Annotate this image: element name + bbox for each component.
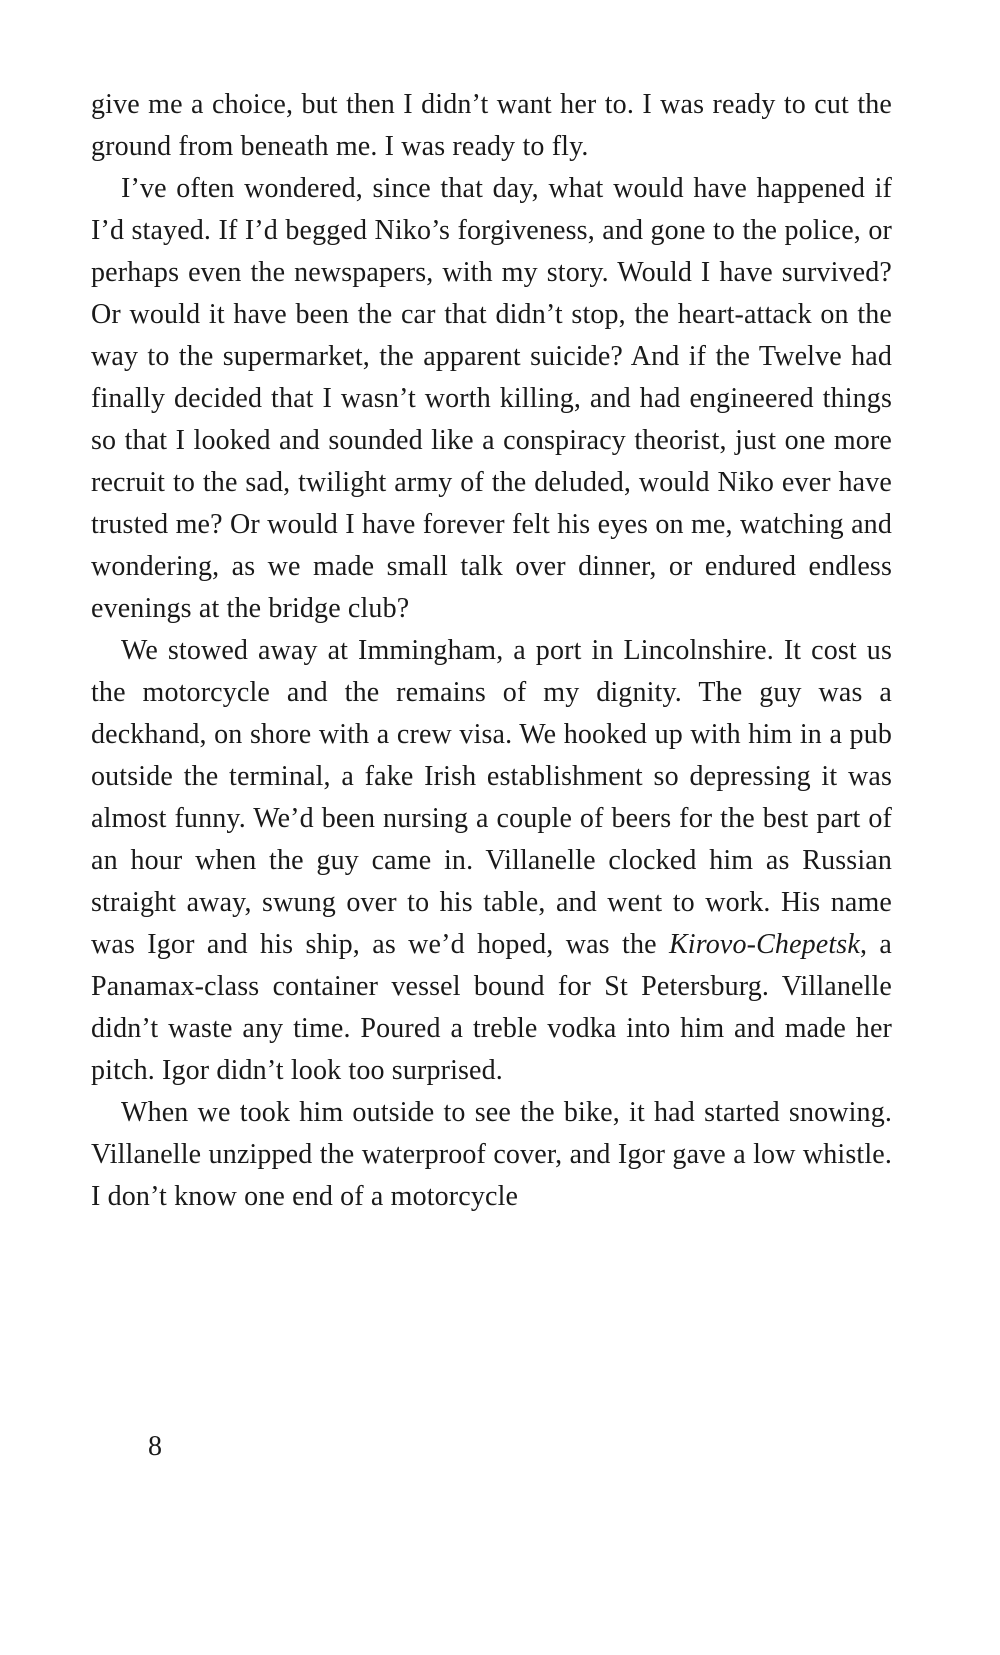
paragraph-wondered <box>91 168 892 630</box>
paragraph-snowing <box>91 1092 892 1218</box>
body-text <box>91 84 892 1218</box>
paragraph-continuation <box>91 84 892 168</box>
text-segment: I’ve often wondered, since that day, what would have happened if I’d stayed. If I’d begged Niko’s forgiveness, and gone to the police, or perhaps even the newspapers, with my story. Would I have survived? Or would it have been the car that didn’t stop, the heart-attack on the way to the supermarket, the apparent suicide? And if the Twelve had finally decided that I wasn’t worth killing, and had engineered things so that I looked and sounded like a conspiracy theorist, just one more recruit to the sad, twilight army of the deluded, would Niko ever have trusted me? Or would I have forever felt his eyes on me, watching and wondering, as we made small talk over dinner, or endured endless evenings at the bridge club? <box>91 173 892 624</box>
paragraph-stowed-away <box>91 630 892 1092</box>
text-segment: give me a choice, but then I didn’t want her to. I was ready to cut the ground from beneath me. I was ready to fly. <box>91 89 892 162</box>
text-segment: We stowed away at Immingham, a port in Lincolnshire. It cost us the motorcycle and the remains of my dignity. The guy was a deckhand, on shore with a crew visa. We hooked up with him in a pub outside the terminal, a fake Irish establishment so depressing it was almost funny. We’d been nursing a couple of beers for the best part of an hour when the guy came in. Villanelle clocked him as Russian straight away, swung over to his table, and went to work. His name was Igor and his ship, as we’d hoped, was the <box>91 635 892 960</box>
page-number: 8 <box>148 1431 162 1462</box>
ship-name: Kirovo-Chepetsk <box>668 929 860 960</box>
text-segment: , a Panamax-class container vessel bound for St Petersburg. Villanelle didn’t waste any time. Poured a treble vodka into him and made her pitch. Igor didn’t look too surprised. <box>91 929 892 1086</box>
text-segment: When we took him outside to see the bike, it had started snowing. Villanelle unzipped the waterproof cover, and Igor gave a low whistle. I don’t know one end of a motorcycle <box>91 1097 892 1212</box>
